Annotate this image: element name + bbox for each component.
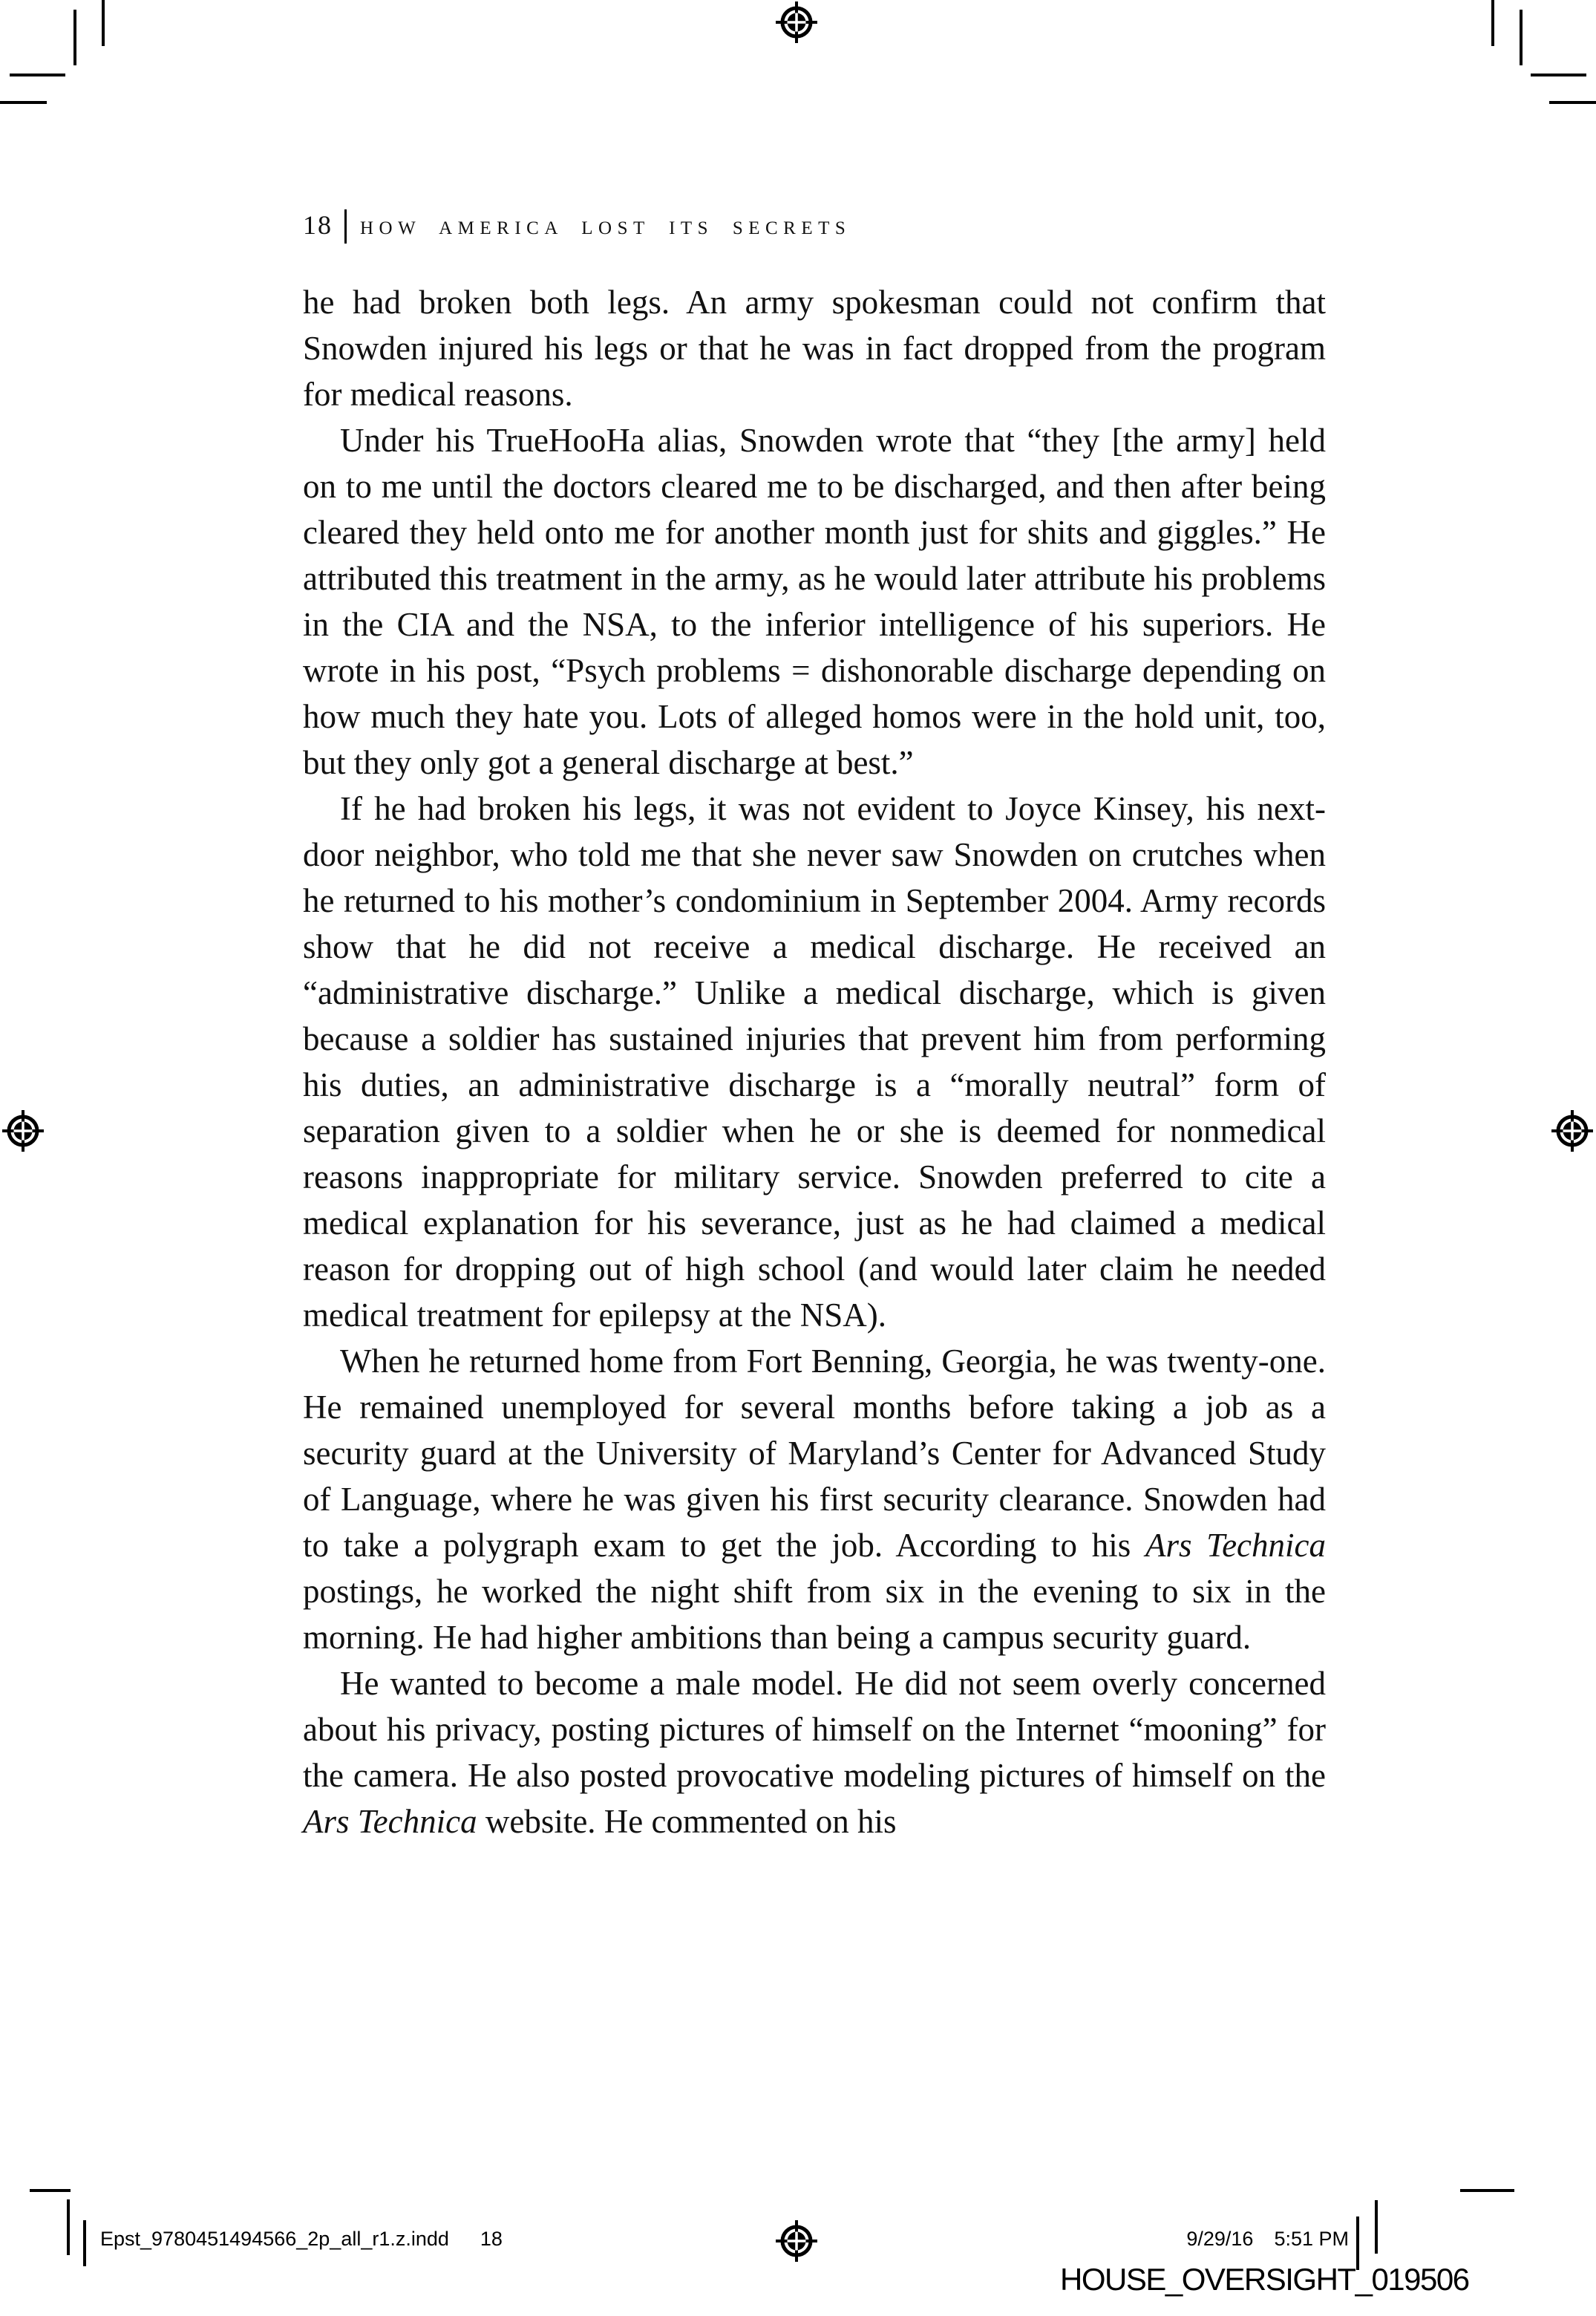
registration-mark-icon: [1, 1109, 45, 1153]
registration-mark-icon: [774, 2219, 819, 2263]
body-paragraph: When he returned home from Fort Benning, Georgia, he was twenty-one. He remained unemployed for several months before taking a job as a security guard at the University of Maryland’s Center for Advanced Study of Language, where he was given his first security clearance. Snowden had to take a polygraph exam to get the job. According to his Ars Technica postings, he worked the night shift from six in the evening to six in the morning. He had higher ambitions than being a campus security guard.: [303, 1343, 1326, 1656]
body-paragraph: He wanted to become a male model. He did not seem overly concerned about his privacy, posting pictures of himself on the Internet “mooning” for the camera. He also posted provocative modeling pictures of himself on the Ars Technica website. He commented on his: [303, 1665, 1326, 1840]
footer-time: 5:51 PM: [1274, 2228, 1349, 2250]
header-divider: [344, 209, 347, 244]
body-text: [303, 279, 1326, 1844]
crop-mark: [1491, 0, 1494, 46]
footer-datetime: [1186, 2228, 1349, 2251]
registration-mark-icon: [1550, 1109, 1595, 1153]
crop-mark: [1549, 101, 1596, 104]
body-paragraph: Under his TrueHooHa alias, Snowden wrote that “they [the army] held on to me until the doctors cleared me to be discharged, and then after being cleared they held onto me for another month just for shits and giggles.” He attributed this treatment in the army, as he would later attribute his problems in the CIA and the NSA, to the inferior intelligence of his superiors. He wrote in his post, “Psych problems = dishonorable discharge depending on how much they hate you. Lots of alleged homos were in the hold unit, too, but they only got a general discharge at best.”: [303, 422, 1326, 781]
body-paragraph: he had broken both legs. An army spokesman could not confirm that Snowden injured his legs or that he was in fact dropped from the program for medical reasons.: [303, 284, 1326, 413]
crop-mark: [1375, 2200, 1378, 2254]
crop-mark: [1520, 10, 1523, 65]
footer-slug-page: 18: [480, 2228, 503, 2250]
body-paragraph: If he had broken his legs, it was not evident to Joyce Kinsey, his next-door neighbor, who told me that she never saw Snowden on crutches when he returned to his mother’s condominium in September 2004. Army records show that he did not receive a medical discharge. He received an “administrative discharge.” Unlike a medical discharge, which is given because a soldier has sustained injuries that prevent him from performing his duties, an administrative discharge is a “morally neutral” form of separation given to a soldier when he or she is deemed for nonmedical reasons inappropriate for military service. Snowden preferred to cite a medical explanation for his severance, just as he had claimed a medical reason for dropping out of high school (and would later claim he needed medical treatment for epilepsy at the NSA).: [303, 790, 1326, 1334]
crop-mark: [10, 74, 65, 76]
registration-mark-icon: [774, 0, 819, 45]
crop-mark: [30, 2189, 71, 2192]
crop-mark: [0, 101, 47, 104]
crop-mark: [1460, 2189, 1514, 2192]
crop-mark: [67, 2199, 70, 2255]
footer-filename: Epst_9780451494566_2p_all_r1.z.indd: [100, 2228, 449, 2250]
footer-date: 9/29/16: [1186, 2228, 1254, 2250]
crop-mark: [83, 2220, 86, 2266]
footer-slug: [100, 2228, 503, 2251]
page-number: 18: [303, 210, 333, 240]
crop-mark: [102, 0, 105, 46]
bates-stamp-watermark: HOUSE_OVERSIGHT_019506: [1060, 2262, 1469, 2297]
running-title: HOW AMERICA LOST ITS SECRETS: [360, 218, 851, 238]
page-header: [303, 209, 1327, 244]
crop-mark: [73, 10, 76, 65]
crop-mark: [1531, 74, 1586, 76]
